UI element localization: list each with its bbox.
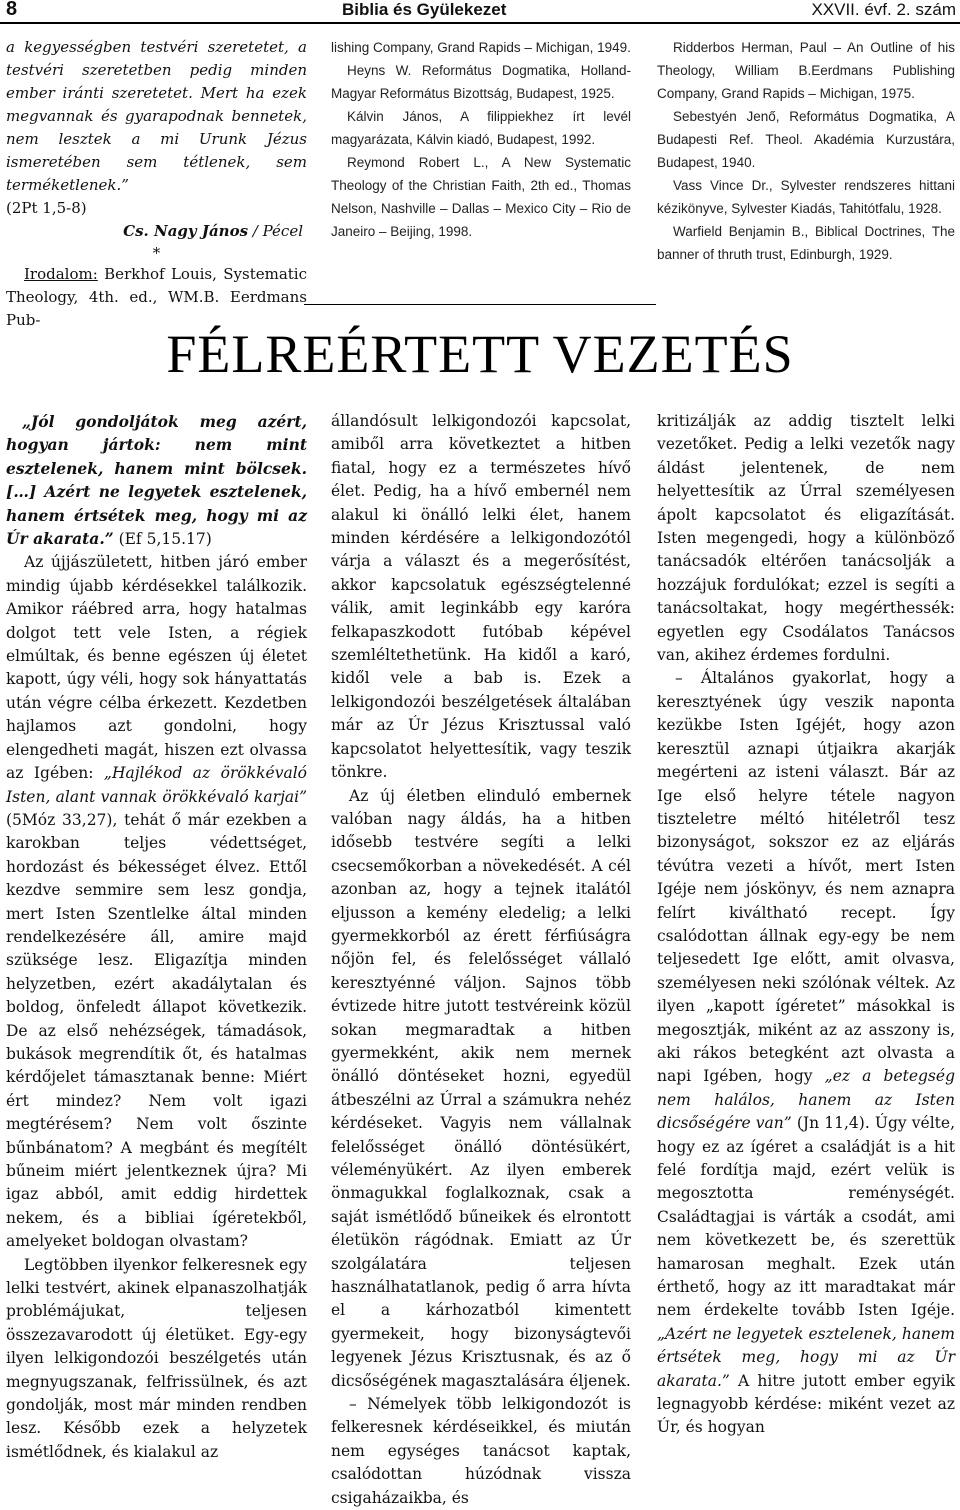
- page-number: 8: [6, 0, 18, 20]
- reference-item: lishing Company, Grand Rapids – Michigan, 1949.: [331, 40, 631, 55]
- paragraph: Legtöbben ilyenkor felkeresnek egy lelki testvért, akinek elpanaszolhatják problémájukat, teljesen összezavarodott új életüket. Egy-egy ilyen lelkigondozói beszélgetés után megnyugszanak, felfrissülnek, és azt gondolják, most már minden rendben lesz. Később ezek a helyzetek ismétlődnek, és kialakul az: [6, 1255, 307, 1461]
- issue-label: XXVII. évf. 2. szám: [811, 0, 956, 19]
- reference-item: Ridderbos Herman, Paul – An Outline of his Theology, William B.Eerdmans Publishing Company, Grand Rapids – Michigan, 1975.: [657, 40, 955, 101]
- article-column-1: [6, 410, 307, 1464]
- paragraph: Az újjászületett, hitben járó ember mindig újabb kérdésekkel találkozik. Amikor ráébred arra, hogy hatalmas dolgot tett vele Isten, a régiek elmúltak, és benne egészen új életet kapott, úgy véli, hogy sok hányattatás után végre célba érkezett. Kezdetben hajlamos azt gondolni, hogy elengedheti magát, hiszen ezt olvassa az Igében: „Hajlékod az örökkévaló Isten, alant vannak örökkévaló karjai” (5Móz 33,27), tehát ő már ezekben a karokban teljes védettséget, hordozást és békességet élvez. Ettől kezdve semmire sem lesz gondja, mert Isten Szentlelke által minden rendelkezésére áll, amire majd szüksége lesz. Eligazítja minden helyzetben, ezért akadálytalan és boldog, önfeledt állapot következik. De az első nehézségek, támadások, bukások megrendítik őt, és hatalmas kérdőjelet támasztanak benne: Miért ért mindez? Nem volt igazi megtérésem? Nem volt őszinte bűnbánatom? A megbánt és megítélt bűneim miért jelentkeznek újra? Mi igaz abból, amit eddig hirdettek nekem, és a bibliai ígéretekből, amelyeket boldogan olvastam?: [6, 553, 308, 1251]
- paragraph: – Némelyek több lelkigondozót is felkeresnek kérdéseikkel, és miután nem egységes tanácsot kaptak, csalódottan húzódnak vissza csigaházaikba, és: [331, 1395, 631, 1507]
- article-title: FÉLREÉRTETT VEZETÉS: [166, 324, 794, 384]
- separator-asterisk: *: [152, 244, 161, 262]
- paragraph: állandósult lelkigondozói kapcsolat, amiből arra következtet a hitben fiatal, hogy ez a természetes hívő élet. Pedig, ha a hívő embernél nem alakul ki önálló lelki élet, hanem minden kérdésére a lelkigondozótól várja a választ és a megerősítést, akkor kapcsolatuk egészségtelenné válik, amit leginkább egy karóra felkapaszkodott futóbab képével szemléltethetünk. Ha kidől a karó, kidől vele a bab is. Ezek a lelkigondozói beszélgetések általában már az Úr Jézus Krisztussal való kapcsolatot helyettesítik, vagy teszik tönkre.: [331, 412, 631, 782]
- paragraph: Az új életben elinduló embernek valóban nagy áldás, ha a hitben idősebb testvére segíti a lelki csecsemőkorban a növekedését. A cél azonban az, hogy a tejnek italától eljusson a kemény eledelig; a lelki gyermekkorból az érett férfiúságra nőjön fel, és felelősséget vállaló keresztyénné váljon. Sajnos több évtizede hitre jutott testvéreink közül sokan megmaradtak a hitben gyermekként, akik nem mernek önálló döntéseket hozni, egyedül átbeszélni az Úrral a számukra nehéz kérdéseket. Vagyis nem vállalnak felelősséget önálló döntésükért, véleményükért. Az ilyen emberek önmagukkal foglalkoznak, csak a saját ismétlődő bűneikek és elrontott életükön rágódnak. Emiatt az Úr szolgálatára teljesen használhatatlanok, pedig ő arra hívta el a kárhozatból kimentett gyermekeit, hogy bizonyságtevői legyenek Jézus Krisztusnak, és az ő dicsőségének magasztalására éljenek.: [331, 786, 631, 1390]
- article-column-2: [331, 410, 631, 1510]
- title-rule: [304, 304, 656, 305]
- references-col2: [331, 36, 631, 243]
- bible-quote-ending: a kegyességben testvéri szeretetet, a testvéri szeretetben pedig minden ember iránti szeretetet. Mert ha ezek megvannak és gyarapodnak bennetek, nem lesztek a mi Urunk Jézus ismeretében sem tétlenek, sem terméketlenek.”: [6, 38, 307, 194]
- header-rule: [0, 22, 960, 24]
- paragraph: – Általános gyakorlat, hogy a keresztyének úgy veszik naponta kezükbe Isten Igéjét, hogy azon keresztül aznapi útjaikra akarják megérteni az isteni választ. Bár az Ige első helyre tétele nagyon tiszteletre méltó hitéletről tesz bizonyságot, sokszor ez az eljárás tévútra vezeti a hívőt, mert Isten Igéje nem jóskönyv, és nem aznapra felírt kiváltható recept. Így csalódottan állnak egy-egy be nem teljesedett Ige előtt, amit olvasva, személyesen neki szólónak véltek. Az ilyen „kapott ígéretet” másokkal is megosztják, miként az az asszony is, aki rákos betegként azt olvasta a napi Igében, hogy „ez a betegség nem halálos, hanem az Isten dicsőségére van” (Jn 11,4). Úgy vélte, hogy ez az ígéret a családját is a hit felé fordítja majd, ezért velük is megosztotta reménységét. Családtagjai is várták a csodát, ami nem következett be, és szerettük hamarosan meghalt. Ezek után érthető, hogy az itt maradtakat már nem érdekelte tovább Isten Igéje. „Azért ne legyetek esztelenek, hanem értsétek meg, hogy mi az Úr akarata.” A hitre jutott ember egyik legnagyobb kérdése: miként vezet az Úr, és hogyan: [657, 669, 956, 1437]
- epigraph: „Jól gondoljátok meg azért, hogyan jártok: nem mint esztelenek, hanem mint bölcsek. […] Azért ne legyetek esztelenek, hanem értsétek meg, hogy mi az Úr akarata.” (Ef 5,15.17): [6, 412, 307, 549]
- references-col3: [657, 36, 955, 266]
- reference-item: Heyns W. Református Dogmatika, Holland-Magyar Református Bizottság, Budapest, 1925.: [331, 63, 631, 101]
- reference-item: Sebestyén Jenő, Református Dogmatika, A Budapesti Ref. Theol. Akadémia Kurzustára, Budapest, 1940.: [657, 109, 955, 170]
- reference-item: Kálvin János, A filippiekhez írt levél magyarázata, Kálvin kiadó, Budapest, 1992.: [331, 109, 631, 147]
- author-signature: Cs. Nagy János / Pécel: [123, 222, 303, 240]
- reference-item: Warfield Benjamin B., Biblical Doctrines, The banner of thruth trust, Edinburgh, 1929.: [657, 224, 955, 262]
- magazine-title: Biblia és Gyülekezet: [342, 0, 507, 19]
- reference-item: Vass Vince Dr., Sylvester rendszeres hittani kézikönyve, Sylvester Kiadás, Tahitótfalu, 1928.: [657, 178, 955, 216]
- prev-article-ending: [6, 36, 307, 332]
- literature-start: Irodalom: Berkhof Louis, Systematic Theology, 4th. ed., WM.B. Eerdmans Pub-: [6, 265, 307, 329]
- bible-quote-ref: (2Pt 1,5-8): [6, 199, 87, 217]
- paragraph: kritizálják az addig tisztelt lelki vezetőket. Pedig a lelki vezetők nagy áldást jelentenek, de nem helyettesítik az Úrral személyesen ápolt kapcsolatot és eligazítását. Isten megengedi, hogy a különböző tanácsadók eltérően tanácsolják a hozzájuk fordulókat; ezzel is segíti a tanácsoltakat, hogy megérthessék: egyetlen egy Csodálatos Tanácsos van, akihez érdemes fordulni.: [657, 412, 955, 665]
- article-column-3: [657, 410, 955, 1440]
- reference-item: Reymond Robert L., A New Systematic Theology of the Christian Faith, 2th ed., Thomas Nelson, Nashville – Dallas – Mexico City – Rio de Janeiro – Beijing, 1998.: [331, 155, 631, 239]
- page-header: [0, 0, 960, 24]
